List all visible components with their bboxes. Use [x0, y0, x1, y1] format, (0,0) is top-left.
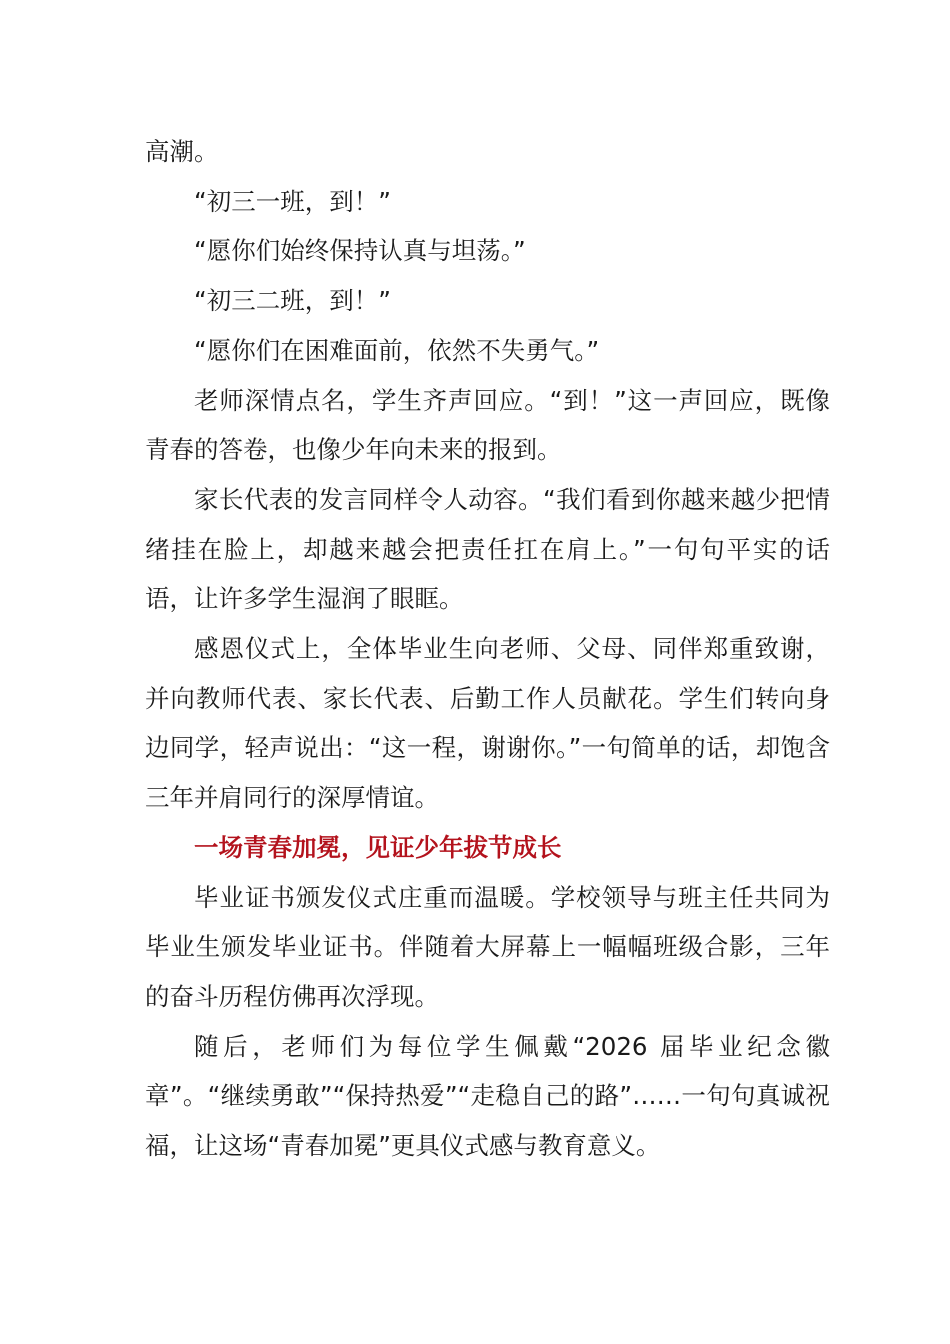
paragraph-certificate-ceremony: 毕业证书颁发仪式庄重而温暖。学校领导与班主任共同为毕业生颁发毕业证书。伴随着大屏幕上一幅幅班级合影，三年的奋斗历程仿佛再次浮现。 — [145, 882, 830, 1011]
paragraph-gratitude-ceremony: 感恩仪式上，全体毕业生向老师、父母、同伴郑重致谢，并向教师代表、家长代表、后勤工作人员献花。学生们转向身边同学，轻声说出：“这一程，谢谢你。”一句简单的话，却饱含三年并肩同行的深厚情谊。 — [145, 634, 830, 813]
paragraph-class-one-rollcall: “初三一班，到！” — [194, 186, 391, 216]
paragraph-continuation: 高潮。 — [145, 137, 219, 166]
paragraph-wish-two: “愿你们在困难面前，依然不失勇气。” — [194, 335, 600, 365]
section-heading: 一场青春加冕，见证少年拔节成长 — [194, 832, 562, 862]
article-body — [145, 127, 830, 1171]
paragraph-teacher-rollcall: 老师深情点名，学生齐声回应。“到！”这一声回应，既像青春的答卷，也像少年向未来的报到。 — [145, 385, 830, 465]
paragraph-wish-one: “愿你们始终保持认真与坦荡。” — [194, 236, 526, 266]
paragraph-parent-speech: 家长代表的发言同样令人动容。“我们看到你越来越少把情绪挂在脸上，却越来越会把责任扛在肩上。”一句句平实的话语，让许多学生湿润了眼眶。 — [145, 484, 830, 614]
paragraph-badge-ceremony: 随后，老师们为每位学生佩戴“2026 届毕业纪念徽章”。“继续勇敢”“保持热爱”“走稳自己的路”……一句句真诚祝福，让这场“青春加冕”更具仪式感与教育意义。 — [145, 1031, 830, 1161]
paragraph-class-two-rollcall: “初三二班，到！” — [194, 286, 391, 316]
